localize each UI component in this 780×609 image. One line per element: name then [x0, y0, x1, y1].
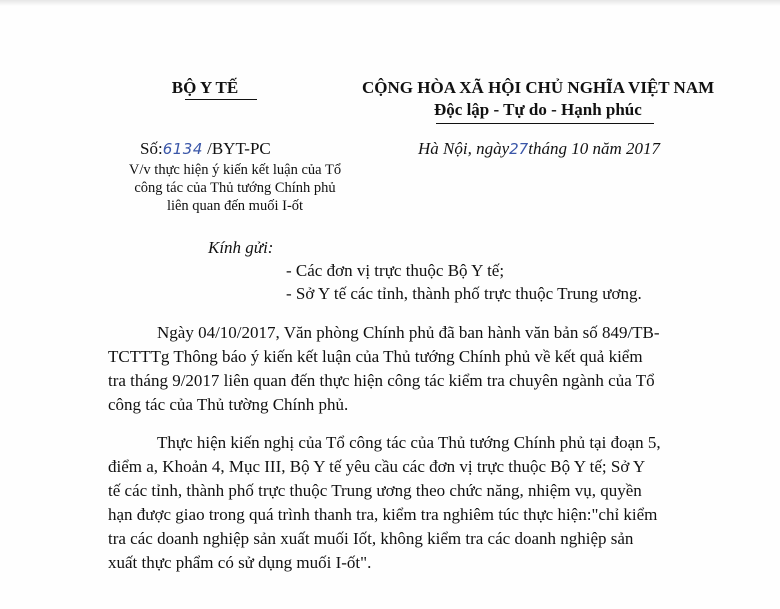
agency-underline: [185, 99, 257, 100]
recipient-item: - Sở Y tế các tỉnh, thành phố trực thuộc Trung ương.: [286, 284, 642, 303]
paragraph-2-line: tế các tỉnh, thành phố trực thuộc Trung ương theo chức năng, nhiệm vụ, quyền: [108, 481, 642, 500]
document-number-prefix: Số:: [140, 139, 163, 158]
paragraph-1-line: TCTTTg Thông báo ý kiến kết luận của Thủ tướng Chính phủ về kết quả kiểm: [108, 347, 643, 366]
subject-line: liên quan đến muối I-ốt: [166, 198, 304, 214]
paragraph-1-line: công tác của Thủ tường Chính phủ.: [108, 395, 349, 414]
handwritten-day: 27: [509, 140, 529, 158]
document-number: [140, 139, 271, 159]
recipient-item: - Các đơn vị trực thuộc Bộ Y tế;: [286, 261, 505, 280]
national-motto: Độc lập - Tự do - Hạnh phúc: [434, 100, 642, 119]
motto-underline: [436, 123, 654, 124]
paragraph-2-line: điểm a, Khoản 4, Mục III, Bộ Y tế yêu cầu các đơn vị trực thuộc Bộ Y tế; Sở Y: [108, 457, 646, 476]
place-date-suffix: tháng 10 năm 2017: [528, 139, 660, 158]
paragraph-2-line: tra các doanh nghiệp sản xuất muối Iốt, không kiểm tra các doanh nghiệp sản: [108, 529, 634, 548]
handwritten-document-number: 6134: [162, 140, 203, 158]
paragraph-2-line: hạn được giao trong quá trình thanh tra, kiểm tra nghiêm túc thực hiện:"chỉ kiểm: [108, 505, 658, 524]
scan-edge: [0, 0, 780, 6]
place-and-date: [418, 139, 660, 159]
document-number-suffix: /BYT-PC: [207, 139, 271, 158]
paragraph-2-line: Thực hiện kiến nghị của Tổ công tác của Thủ tướng Chính phủ tại đoạn 5,: [157, 433, 661, 452]
paragraph-1-line: tra tháng 9/2017 liên quan đến thực hiện công tác kiểm tra chuyên ngành của Tổ: [108, 371, 655, 390]
subject-line: công tác của Thủ tướng Chính phủ: [134, 180, 336, 196]
place-date-prefix: Hà Nội, ngày: [418, 139, 510, 158]
greeting: Kính gửi:: [208, 238, 274, 257]
paragraph-1-line: Ngày 04/10/2017, Văn phòng Chính phủ đã ban hành văn bản số 849/TB-: [157, 323, 660, 342]
issuing-agency: BỘ Y TẾ: [171, 78, 239, 97]
paragraph-2-line: xuất thực phẩm có sử dụng muối I-ốt".: [108, 553, 372, 572]
subject-line: V/v thực hiện ý kiến kết luận của Tổ: [128, 162, 342, 178]
national-title: CỘNG HÒA XÃ HỘI CHỦ NGHĨA VIỆT NAM: [362, 78, 715, 97]
